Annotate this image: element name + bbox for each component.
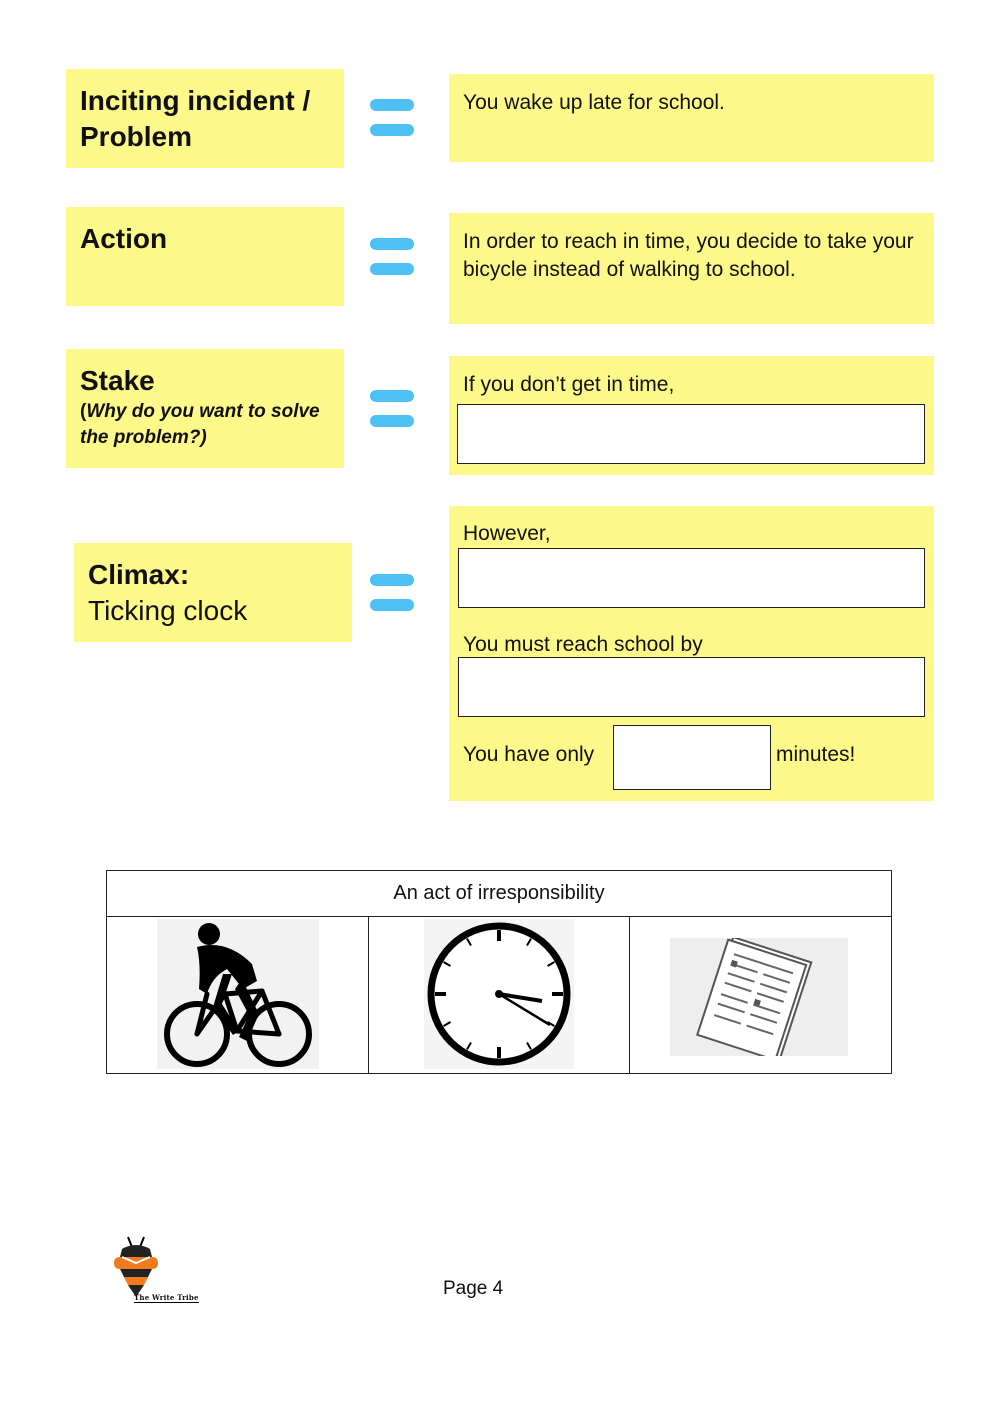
stake-input[interactable] — [457, 404, 925, 464]
inciting-label-note — [66, 69, 344, 168]
climax-label-note — [74, 543, 352, 642]
climax-minutes-input[interactable] — [613, 725, 771, 790]
action-label: Action — [80, 223, 168, 254]
inciting-answer: You wake up late for school. — [463, 91, 725, 114]
climax-reach-prompt: You must reach school by — [463, 633, 703, 656]
write-tribe-logo — [108, 1235, 218, 1310]
inciting-label: Inciting incident / Problem — [80, 85, 311, 152]
equals-sign-2 — [370, 238, 414, 275]
climax-however-input[interactable] — [458, 548, 925, 608]
climax-minutes-label: minutes! — [776, 743, 856, 766]
action-answer-note — [449, 213, 934, 324]
table-cell-clock — [368, 916, 630, 1073]
equals-sign-1 — [370, 99, 414, 136]
irresponsibility-table — [106, 870, 892, 1074]
newspaper-icon — [670, 938, 848, 1056]
action-answer: In order to reach in time, you decide to take your bicycle instead of walking to school. — [463, 230, 914, 281]
action-label-note — [66, 207, 344, 306]
climax-reach-time-input[interactable] — [458, 657, 925, 717]
stake-sublabel-question: Why do you want to solve the problem?) — [80, 401, 320, 448]
page-number: Page 4 — [443, 1278, 504, 1299]
inciting-answer-note — [449, 74, 934, 162]
climax-sublabel: Ticking clock — [88, 595, 248, 626]
climax-only-prompt: You have only — [463, 743, 595, 766]
table-cell-newspaper — [629, 916, 892, 1073]
equals-sign-4 — [370, 574, 414, 611]
clock-icon — [424, 919, 574, 1069]
climax-however-prompt: However, — [463, 522, 551, 545]
table-title: An act of irresponsibility — [107, 871, 891, 917]
cyclist-icon — [157, 919, 319, 1069]
stake-label: Stake — [80, 365, 155, 396]
stake-label-note — [66, 349, 344, 468]
stake-prompt: If you don’t get in time, — [463, 373, 675, 396]
equals-sign-3 — [370, 390, 414, 427]
logo-text: The Write Tribe — [134, 1293, 199, 1302]
stake-sublabel — [80, 399, 330, 451]
table-cell-cyclist — [107, 916, 368, 1073]
climax-label: Climax: — [88, 559, 190, 590]
bee-logo-icon — [108, 1235, 168, 1299]
stake-sublabel-paren: ( — [80, 401, 87, 422]
